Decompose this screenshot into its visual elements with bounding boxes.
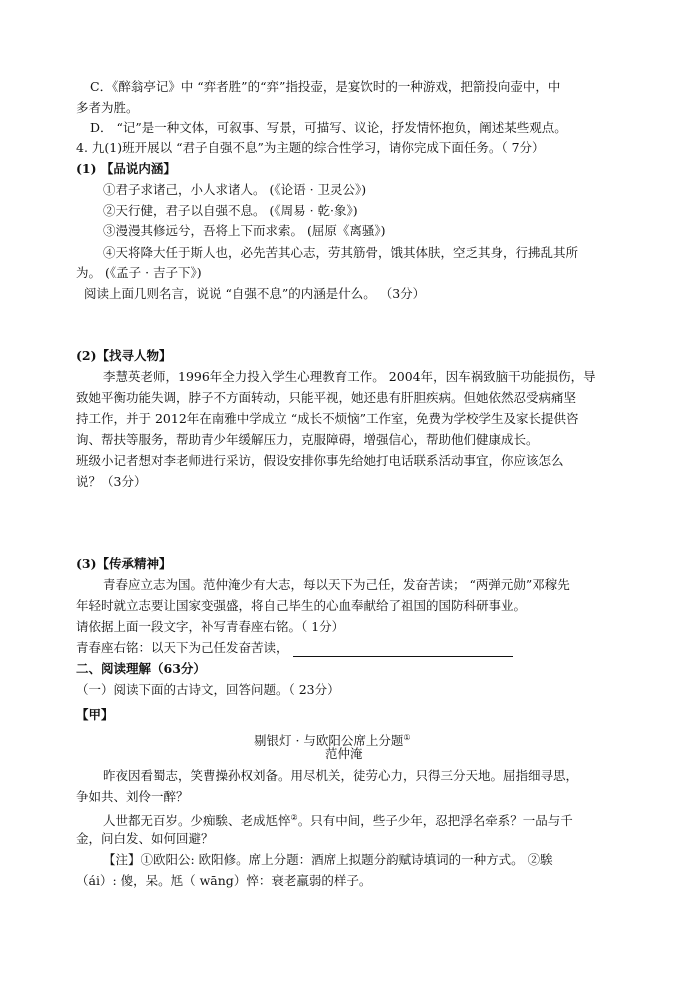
motto-line bbox=[76, 639, 513, 657]
part-2-para-line3: 持工作，并于 2012年在南雅中学成立 “成长不烦恼”工作室，免费为学校学生及家长提供咨 bbox=[76, 411, 579, 426]
part-3-heading: (3)【传承精神】 bbox=[76, 556, 172, 571]
maxim-4-line1: ④天将降大任于斯人也，必先苦其心志，劳其筋骨，饿其体肤，空乏其身，行拂乱其所 bbox=[103, 245, 579, 260]
maxim-1: ①君子求诸己，小人求诸人。 (《论语 · 卫灵公》) bbox=[103, 182, 367, 197]
poem-line2: 争如共、刘伶一醉？ bbox=[76, 789, 189, 804]
maxim-3: ③漫漫其修远兮，吾将上下而求索。 (屈原《离骚》) bbox=[103, 223, 386, 238]
poem-note-line1: 【注】①欧阳公: 欧阳修。席上分题：酒席上拟题分韵赋诗填词的一种方式。 ②騃 bbox=[103, 852, 553, 867]
maxim-2: ②天行健，君子以自强不息。 (《周易 · 乾·象》) bbox=[103, 203, 358, 218]
part-2-question-line1: 班级小记者想对李老师进行采访，假设安排你事先给她打电话联系活动事宜，你应该怎么 bbox=[76, 453, 564, 468]
part-2-para-line4: 询、帮扶等服务，帮助青少年缓解压力，克服障碍，增强信心，帮助他们健康成长。 bbox=[76, 432, 539, 447]
part-3-question: 请依据上面一段文字，补写青春座右铭。（ 1分） bbox=[76, 619, 345, 634]
poem-line3-part1: 人世都无百岁。少痴騃、老成尪悴 bbox=[103, 813, 291, 829]
poem-line1: 昨夜因看蜀志，笑曹操孙权刘备。用尽机关，徒劳心力，只得三分天地。屈指细寻思， bbox=[103, 768, 579, 783]
question-4: 4. 九(1)班开展以 “君子自强不息”为主题的综合性学习，请你完成下面任务。（ 7分） bbox=[76, 140, 545, 155]
label-jia: 【甲】 bbox=[76, 707, 114, 722]
poem-author: 范仲淹 bbox=[325, 746, 363, 761]
poem-note-line2: （ái）: 傻，呆。尪（ wāng）悴：衰老羸弱的样子。 bbox=[76, 873, 372, 888]
maxim-4-line2: 为。 (《孟子 · 吉子下》) bbox=[76, 265, 202, 280]
part-3-para-line1: 青春应立志为国。范仲淹少有大志，每以天下为己任，发奋苦读； “两弹元勋”邓稼先 bbox=[103, 577, 570, 592]
section-2-heading: 二、阅读理解（63分） bbox=[76, 661, 206, 676]
motto-prefix: 青春座右铭：以天下为己任发奋苦读， bbox=[76, 640, 289, 655]
option-c-line1: C．《醉翁亭记》中 “弈者胜”的“弈”指投壶，是宴饮时的一种游戏，把箭投向壶中，中 bbox=[90, 79, 561, 94]
motto-answer-blank[interactable] bbox=[293, 642, 513, 657]
part-2-heading: (2)【找寻人物】 bbox=[76, 348, 172, 363]
part-2-para-line2: 致她平衡功能失调，脖子不方面转动，只能平视，她还患有肝胆疾病。但她依然忍受病痛坚 bbox=[76, 390, 577, 405]
part-2-para-line1: 李慧英老师，1996年全力投入学生心理教育工作。 2004年，因车祸致脑干功能损伤，导 bbox=[103, 369, 596, 384]
poem-line3-part2: 。只有中间，些子少年，忍把浮名牵系？一品与千 bbox=[297, 813, 573, 829]
option-c-line2: 多者为胜。 bbox=[76, 100, 139, 115]
poem-title-text: 剔银灯 · 与欧阳公席上分题 bbox=[254, 733, 404, 749]
poem-footnote-mark-2: ② bbox=[290, 813, 298, 822]
part-3-para-line2: 年轻时就立志要让国家变强盛，将自己毕生的心血奉献给了祖国的国防科研事业。 bbox=[76, 598, 527, 613]
part-2-question-line2: 说？（3分） bbox=[76, 474, 147, 489]
part-1-question: 阅读上面几则名言，说说 “自强不息”的内涵是什么。 （3分） bbox=[84, 286, 426, 301]
poem-line4: 金，问白发、如何回避？ bbox=[76, 831, 214, 846]
part-1-heading: (1) 【品说内涵】 bbox=[76, 161, 176, 176]
poem-title-footnote-mark: ① bbox=[403, 733, 411, 742]
section-2-subheading: （一）阅读下面的古诗文，回答问题。（ 23分） bbox=[76, 682, 340, 697]
option-d: D． “记”是一种文体，可叙事、写景，可描写、议论，抒发情怀抱负，阐述某些观点。 bbox=[90, 120, 567, 135]
poem-line3 bbox=[103, 809, 573, 830]
